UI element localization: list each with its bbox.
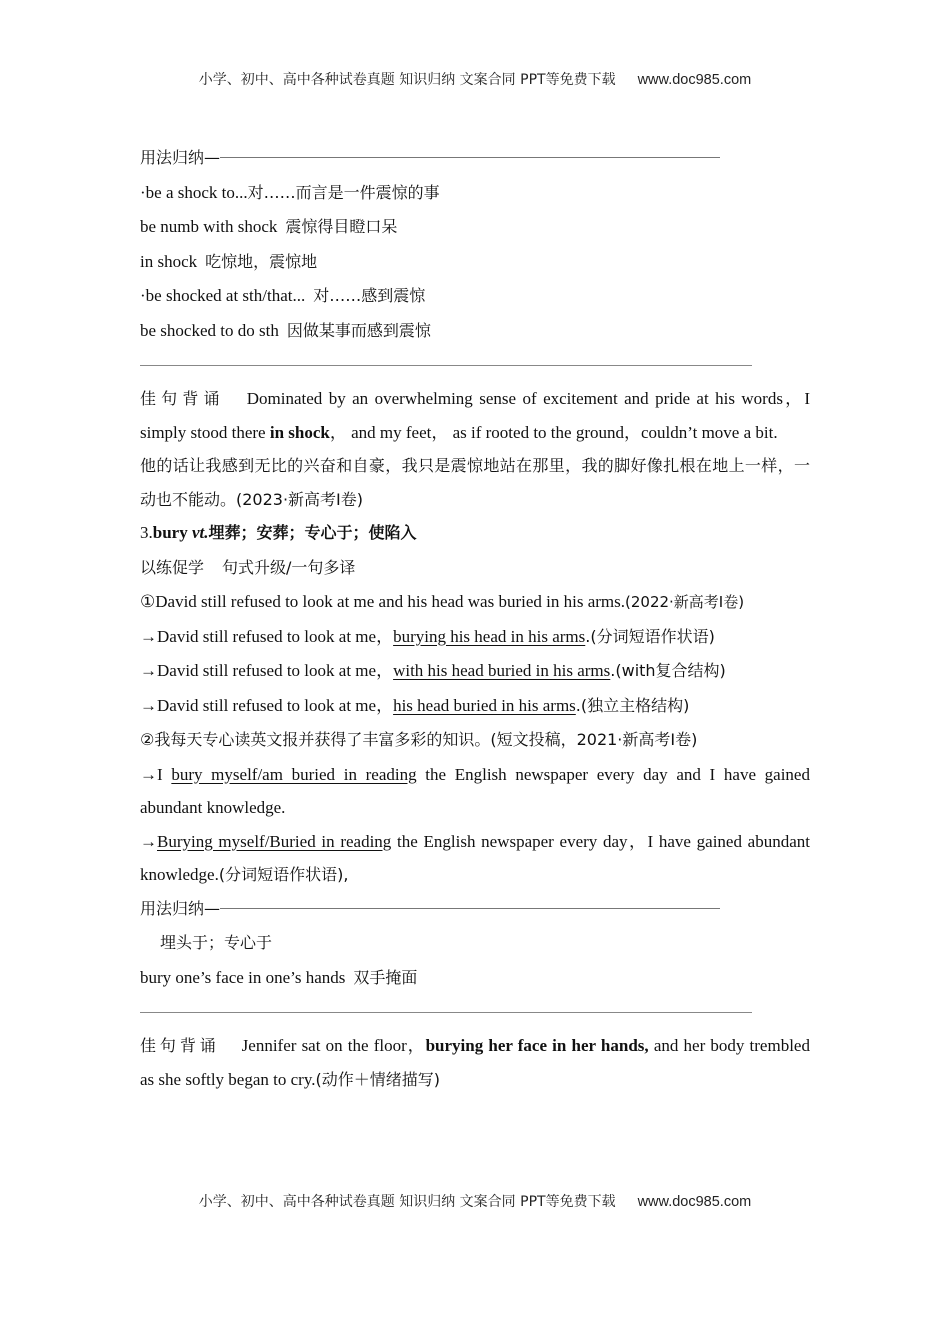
header-text: 小学、初中、高中各种试卷真题 知识归纳 文案合同 PPT等免费下载 [198,72,616,88]
exercise-1-answer: →David still refused to look at me，his head buried in his arms.(独立主格结构) [140,695,690,715]
footer-site: www.doc985.com [637,1194,752,1210]
usage-item: ·be a shock to...对……而言是一件震惊的事 [140,182,440,202]
model-sentence-bury: 佳句背诵 Jennifer sat on the floor，burying her face in her hands, and her body trembled as she softly began to cry.(动作＋情绪描写) [140,1036,810,1089]
exercise-1: ①David still refused to look at me and his head was buried in his arms.(2022·新高考Ⅰ卷) [140,592,745,611]
model-sentence-shock-cn: 他的话让我感到无比的兴奋和自豪，我只是震惊地站在那里，我的脚好像扎根在地上一样，一动也不能动。(2023·新高考Ⅰ卷) [140,456,810,509]
usage-item: be numb with shock 震惊得目瞪口呆 [140,217,398,236]
usage-item: bury one’s face in one’s hands 双手掩面 [140,967,418,987]
model-sentence-shock: 佳句背诵 Dominated by an overwhelming sense of excitement and pride at his words，I simply stood there in shock， and my feet， as if rooted to the ground，couldn’t move a bit. [140,389,810,442]
usage-title-shock: 用法归纳— [140,141,810,176]
section-divider [140,348,810,382]
practice-title: 以练促学 句式升级/一句多译 [140,557,356,577]
usage-item: 埋头于；专心于 [160,933,273,952]
exercise-2-answer-2: →Burying myself/Buried in reading the English newspaper every day，I have gained abundant knowledge.(分词短语作状语), [140,831,810,884]
title-rule [220,157,720,158]
usage-item: in shock 吃惊地，震惊地 [140,251,318,271]
page-header [0,69,950,89]
word-heading-bury: 3.bury vt.埋葬；安葬；专心于；使陷入 [140,523,417,542]
page-footer [0,1191,950,1211]
exercise-1-answer: →David still refused to look at me，burying his head in his arms.(分词短语作状语) [140,626,715,646]
header-site: www.doc985.com [637,72,752,88]
section-divider [140,995,810,1029]
usage-item: ·be shocked at sth/that... 对……感到震惊 [140,286,426,305]
exercise-2-answer-1: →I bury myself/am buried in reading the English newspaper every day and I have gained abundant knowledge. [140,764,810,817]
usage-item: be shocked to do sth 因做某事而感到震惊 [140,320,431,340]
footer-text: 小学、初中、高中各种试卷真题 知识归纳 文案合同 PPT等免费下载 [198,1194,616,1210]
title-rule [220,908,720,909]
document-body [140,141,810,1096]
exercise-2: ②我每天专心读英文报并获得了丰富多彩的知识。(短文投稿，2021·新高考Ⅰ卷) [140,730,698,749]
usage-title-bury: 用法归纳— [140,892,810,927]
exercise-1-answer: →David still refused to look at me，with his head buried in his arms.(with复合结构) [140,661,726,680]
